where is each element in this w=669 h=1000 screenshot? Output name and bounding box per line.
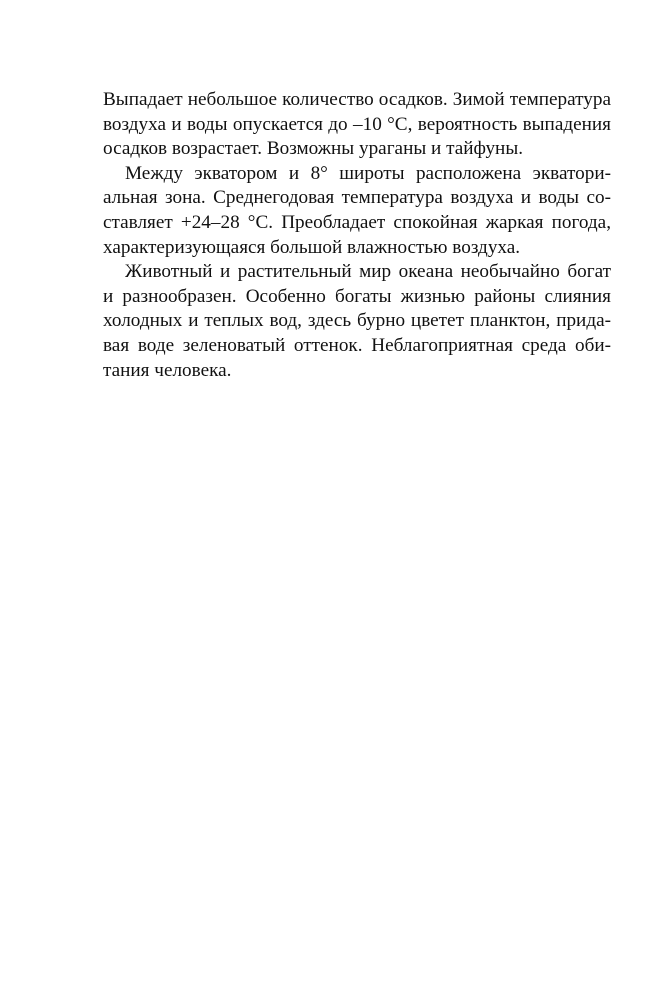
- text-line: и разнообразен. Особенно богаты жизнью районы слияния: [103, 285, 611, 307]
- text-line: тания человека.: [103, 359, 232, 381]
- paragraph-equatorial-zone: [103, 162, 611, 260]
- text-line: воздуха и воды опускается до –10 °С, вероятность выпадения: [103, 113, 611, 135]
- text-line: ставляет +24–28 °С. Преобладает спокойная жаркая погода,: [103, 211, 611, 233]
- text-line: Между экватором и 8° широты расположена экватори-: [125, 162, 611, 184]
- text-line: Выпадает небольшое количество осадков. Зимой температура: [103, 89, 611, 110]
- text-line: характеризующаяся большой влажностью воздуха.: [103, 236, 521, 258]
- text-line: Животный и растительный мир океана необычайно богат: [125, 261, 611, 283]
- body-text: [103, 88, 611, 383]
- text-line: осадков возрастает. Возможны ураганы и тайфуны.: [103, 138, 524, 160]
- text-line: альная зона. Среднегодовая температура воздуха и воды со-: [103, 187, 611, 209]
- paragraph-precipitation: [103, 88, 611, 162]
- paragraph-ocean-life: [103, 260, 611, 383]
- text-line: вая воде зеленоватый оттенок. Неблагоприятная среда оби-: [103, 334, 611, 356]
- text-line: холодных и теплых вод, здесь бурно цветет планктон, прида-: [103, 310, 611, 332]
